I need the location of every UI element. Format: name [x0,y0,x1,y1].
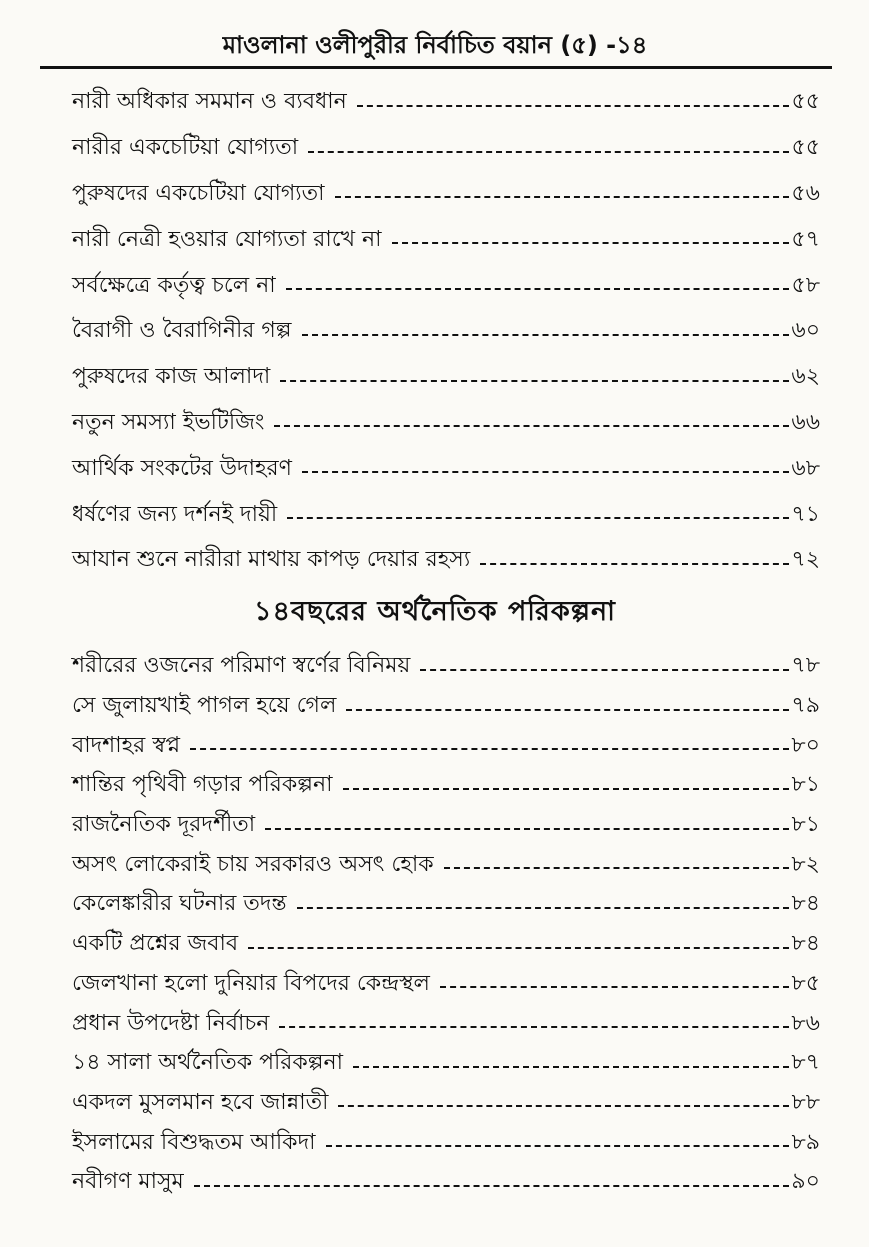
dot-leader [357,105,790,107]
dot-leader [343,788,790,790]
toc-entry [72,1163,820,1203]
dot-leader [392,242,790,244]
dot-leader [326,1145,790,1147]
toc-entry [72,172,820,218]
toc-entry-title: একদল মুসলমান হবে জান্নাতী [72,1089,329,1115]
toc-entry [72,309,820,355]
toc-entry-title: শরীরের ওজনের পরিমাণ স্বর্ণের বিনিময় [72,653,411,679]
toc-list-part1 [72,80,820,584]
toc-entry-title: পুরুষদের একচেটিয়া যোগ্যতা [72,180,325,206]
dot-leader [346,709,789,711]
dot-leader [302,334,790,336]
dot-leader [274,425,789,427]
toc-entry-title: বৈরাগী ও বৈরাগিনীর গল্প [72,318,292,344]
toc-entry-page: ৬২ [791,364,820,390]
toc-entry-page: ৭১ [791,501,820,527]
toc-entry-title: নারী নেত্রী হওয়ার যোগ্যতা রাখে না [72,226,382,252]
section-heading: ১৪বছরের অর্থনৈতিক পরিকল্পনা [254,596,616,627]
dot-leader [286,288,790,290]
toc-entry [72,1004,820,1044]
header-rule [40,66,832,69]
dot-leader [297,907,790,909]
toc-entry [72,1123,820,1163]
dot-leader [279,1026,789,1028]
toc-entry [72,1084,820,1124]
toc-entry-title: একটি প্রশ্নের জবাব [72,931,239,957]
dot-leader [444,867,790,869]
toc-entry [72,80,820,126]
toc-entry [72,126,820,172]
toc-entry-page: ৬৬ [791,409,820,435]
dot-leader [335,196,790,198]
dot-leader [194,1185,790,1187]
toc-entry-title: প্রধান উপদেষ্টা নির্বাচন [72,1010,270,1036]
dot-leader [302,471,789,473]
toc-entry-page: ৮৬ [791,1010,820,1036]
toc-entry-title: জেলখানা হলো দুনিয়ার বিপদের কেন্দ্রস্থল [72,970,430,996]
dot-leader [338,1105,789,1107]
toc-entry [72,965,820,1005]
toc-entry-page: ৬৮ [791,455,820,481]
toc-entry-page: ৫৬ [791,180,820,206]
toc-entry-title: ধর্ষণের জন্য দর্শনই দায়ী [72,501,278,527]
toc-entry-title: শান্তির পৃথিবী গড়ার পরিকল্পনা [72,772,333,798]
toc-entry-title: কেলেঙ্কারীর ঘটনার তদন্ত [72,891,287,917]
toc-entry-title: আযান শুনে নারীরা মাথায় কাপড় দেয়ার রহস্য [72,547,471,573]
toc-entry [72,845,820,885]
dot-leader [190,748,789,750]
dot-leader [287,517,789,519]
toc-entry-page: ৮০ [791,732,820,758]
toc-entry [72,687,820,727]
toc-entry-page: ৬০ [791,318,820,344]
toc-entry-page: ৮৪ [791,931,820,957]
toc-entry-title: পুরুষদের কাজ আলাদা [72,364,271,390]
dot-leader [280,380,789,382]
dot-leader [440,986,789,988]
dot-leader [353,1066,789,1068]
toc-entry [72,263,820,309]
toc-entry [72,1044,820,1084]
dot-leader [420,669,789,671]
toc-entry-title: ইসলামের বিশুদ্ধতম আকিদা [72,1129,316,1155]
toc-entry-title: অসৎ লোকেরাই চায় সরকারও অসৎ হোক [72,851,434,877]
dot-leader [265,828,789,830]
toc-list-part2 [72,647,820,1203]
toc-entry [72,885,820,925]
toc-entry [72,925,820,965]
toc-entry-page: ৭২ [791,547,820,573]
toc-entry-title: সে জুলায়খাই পাগল হয়ে গেল [72,693,337,719]
toc-entry [72,726,820,766]
toc-entry [72,492,820,538]
toc-entry [72,446,820,492]
toc-entry-page: ৮১ [791,812,820,838]
toc-entry [72,766,820,806]
toc-entry-page: ৮৮ [791,1089,820,1115]
toc-entry-title: ১৪ সালা অর্থনৈতিক পরিকল্পনা [72,1050,344,1076]
toc-entry-page: ৮২ [791,851,820,877]
toc-entry-title: নারী অধিকার সমমান ও ব্যবধান [72,89,347,115]
toc-entry [72,647,820,687]
toc-entry-title: নবীগণ মাসুম [72,1169,184,1195]
toc-entry [72,538,820,584]
toc-entry-title: নারীর একচেটিয়া যোগ্যতা [72,135,299,161]
toc-entry [72,355,820,401]
toc-entry-page: ৫৫ [791,135,820,161]
running-header: মাওলানা ওলীপুরীর নির্বাচিত বয়ান (৫) -১৪ [222,31,648,59]
toc-entry-title: নতুন সমস্যা ইভটিজিং [72,409,265,435]
toc-entry-title: সর্বক্ষেত্রে কর্তৃত্ব চলে না [72,272,276,298]
toc-entry [72,217,820,263]
toc-entry-page: ৯০ [791,1169,820,1195]
toc-entry-page: ৫৫ [791,89,820,115]
toc-entry-page: ৮৯ [791,1129,820,1155]
toc-entry-title: আর্থিক সংকটের উদাহরণ [72,455,292,481]
dot-leader [248,947,789,949]
toc-entry-page: ৮৫ [791,970,820,996]
toc-entry-page: ৮১ [791,772,820,798]
toc-entry [72,806,820,846]
toc-entry-page: ৭৯ [791,693,820,719]
toc-entry-page: ৫৭ [791,226,820,252]
toc-entry-page: ৮৪ [791,891,820,917]
dot-leader [308,151,789,153]
toc-entry [72,401,820,447]
toc-entry-page: ৫৮ [791,272,820,298]
toc-entry-page: ৭৮ [791,653,820,679]
toc-entry-title: রাজনৈতিক দূরদর্শীতা [72,812,256,838]
toc-entry-page: ৮৭ [791,1050,820,1076]
toc-entry-title: বাদশাহর স্বপ্ন [72,732,181,758]
dot-leader [480,563,789,565]
